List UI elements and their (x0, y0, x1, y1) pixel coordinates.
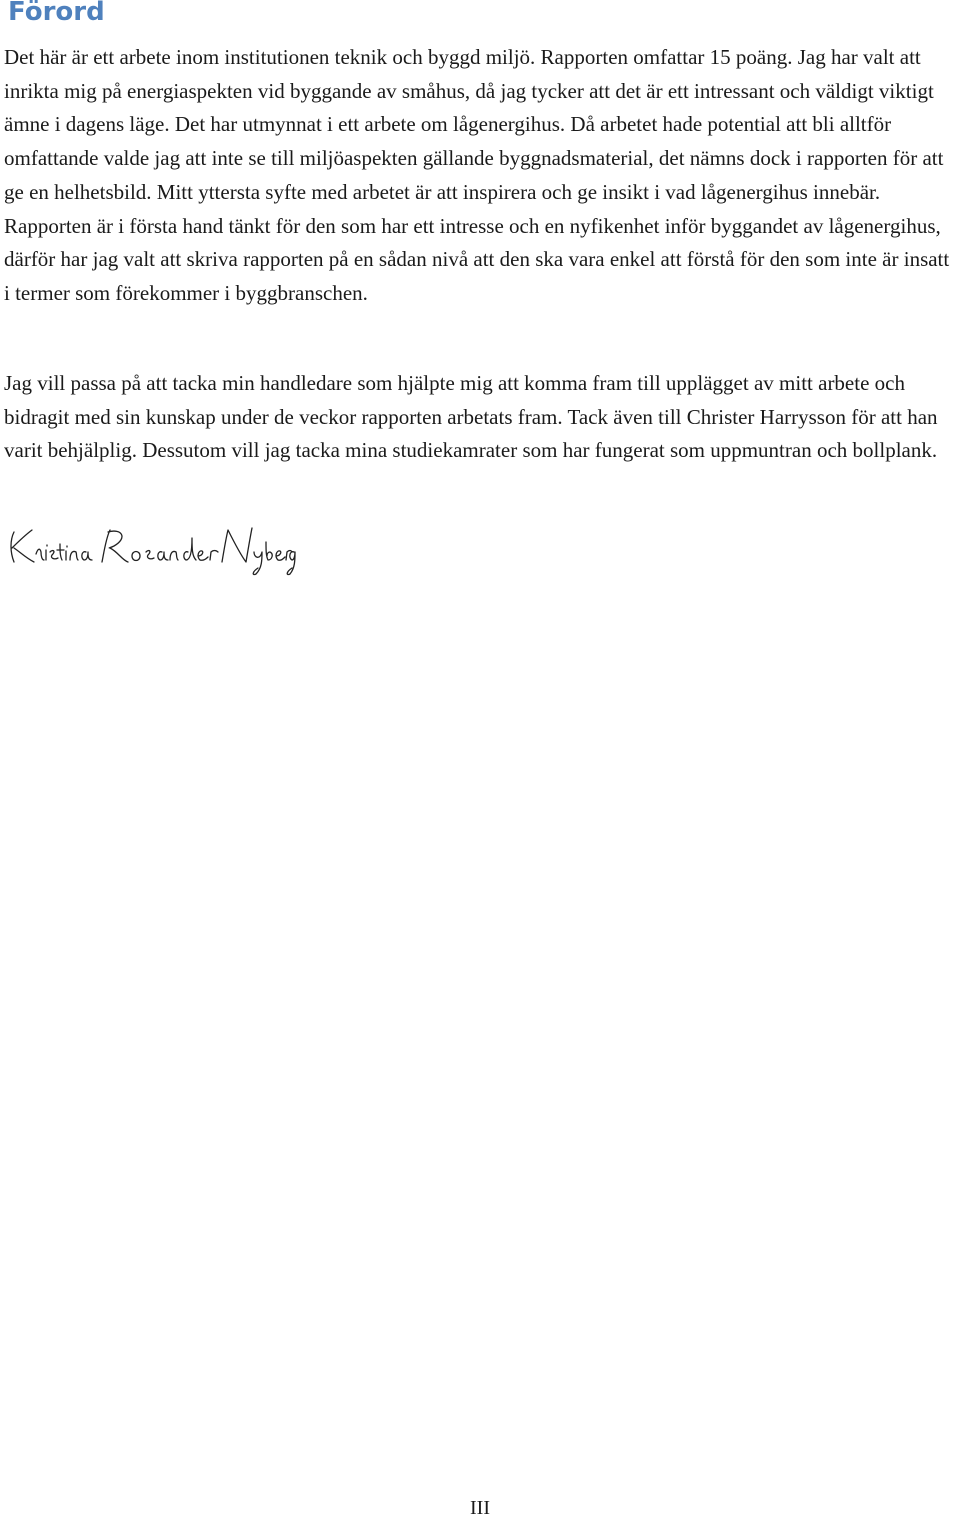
paragraph-acknowledgements: Jag vill passa på att tacka min handledare som hjälpte mig att komma fram till upplägget av mitt arbete och bidragit med sin kunskap under de veckor rapporten arbetats fram. Tack även till Christer Harrysson för att han varit behjälplig. Dessutom vill jag tacka mina studiekamrater som har fungerat som uppmuntran och bollplank. (4, 371, 938, 463)
page-number: III (470, 1497, 490, 1519)
page-title: Förord (8, 0, 105, 27)
paragraph-intro: Det här är ett arbete inom institutionen teknik och byggd miljö. Rapporten omfattar 15 poäng. Jag har valt att inrikta mig på energiaspekten vid byggande av småhus, då jag tycker att det är ett intressant och väldigt viktigt ämne i dagens läge. Det har utmynnat i ett arbete om lågenergihus. Då arbetet hade potential att bli alltför omfattande valde jag att inte se till miljöaspekten gällande byggnadsmaterial, det nämns dock i rapporten för att ge en helhetsbild. Mitt yttersta syfte med arbetet är att inspirera och ge insikt i vad lågenergihus innebär. Rapporten är i första hand tänkt för den som har ett intresse och en nyfikenhet inför byggandet av lågenergihus, därför har jag valt att skriva rapporten på en sådan nivå att den ska vara enkel att förstå för den som inte är insatt i termer som förekommer i byggbranschen. (4, 45, 950, 305)
handwritten-signature (6, 518, 296, 578)
